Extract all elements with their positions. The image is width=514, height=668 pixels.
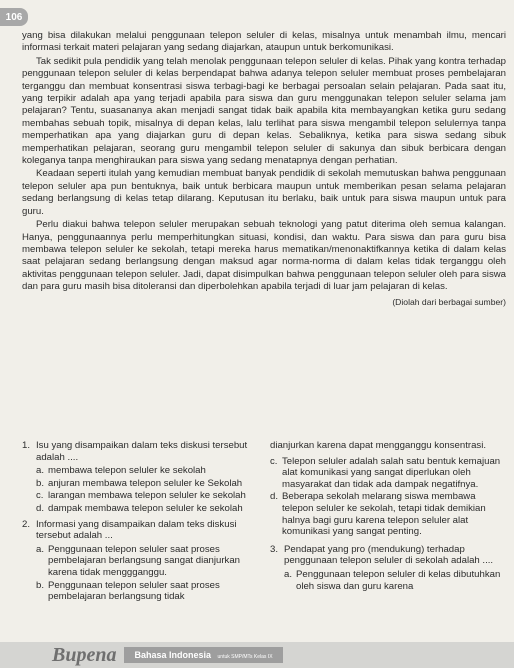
options-list [284, 569, 506, 592]
page-footer [0, 642, 514, 668]
option-letter: b. [36, 477, 45, 489]
option-d[interactable] [270, 491, 506, 537]
option-letter: c. [36, 490, 44, 502]
option-letter: d. [36, 502, 45, 514]
question-stem: Informasi yang disampaikan dalam teks diskusi tersebut adalah ... [36, 518, 237, 542]
option-c[interactable] [270, 456, 506, 491]
option-b-continuation: dianjurkan karena dapat mengganggu konsentrasi. [270, 440, 487, 451]
option-b[interactable] [36, 580, 258, 603]
option-text: anjuran membawa telepon seluler ke Sekolah [48, 477, 243, 489]
question-number: 2. [22, 518, 31, 530]
question-stem: Isu yang disampaikan dalam teks diskusi tersebut adalah .... [36, 440, 248, 463]
option-a[interactable] [284, 569, 506, 592]
option-text: membawa telepon seluler ke sekolah [48, 465, 206, 477]
options-list-continued [270, 456, 506, 538]
options-list [36, 465, 258, 514]
question-number: 3. [270, 543, 279, 555]
option-text: Penggunaan telepon seluler saat proses pembelajaran berlangsung sangat dianjurkan karena tidak menggganggu. [48, 543, 241, 578]
option-text: Penggunaan telepon seluler saat proses pembelajaran berlangsung tidak [48, 579, 220, 603]
option-text: Beberapa sekolah melarang siswa membawa telepon seluler ke sekolah, tetapi tidak demikian halnya bagi guru karena telepon seluler alat komunikasi yang sangat penting. [282, 491, 486, 538]
page-number: 106 [0, 8, 28, 26]
question-1 [22, 440, 258, 515]
book-title: Bahasa Indonesia [134, 650, 211, 660]
question-number: 1. [22, 440, 31, 451]
option-d[interactable] [36, 503, 258, 515]
option-letter: a. [36, 543, 45, 555]
book-subtitle: untuk SMP/MTs Kelas IX [217, 654, 273, 660]
questions-right-column [270, 440, 506, 607]
book-title-tab [124, 647, 282, 663]
option-letter: a. [36, 465, 45, 477]
option-letter: c. [270, 455, 278, 467]
question-stem: Pendapat yang pro (mendukung) terhadap penggunaan telepon seluler di sekolah adalah .... [284, 543, 494, 567]
option-text: dampak membawa telepon seluler ke sekolah [48, 502, 243, 514]
passage-text [22, 30, 506, 308]
questions-section [22, 440, 506, 607]
option-c[interactable] [36, 490, 258, 502]
questions-left-column [22, 440, 258, 607]
option-letter: a. [284, 568, 293, 580]
option-b[interactable] [36, 478, 258, 490]
option-a[interactable] [36, 544, 258, 579]
paragraph-1: yang bisa dilakukan melalui penggunaan telepon seluler di kelas, misalnya untuk menambah ilmu, mencari informasi terkait materi pelajaran yang sedang diajarkan, ataupun untuk berkomunikasi. [22, 30, 506, 54]
question-2 [22, 519, 258, 603]
publisher-logo: Bupena [52, 643, 117, 666]
option-text: Telepon seluler adalah salah satu bentuk kemajuan alat komunikasi yang sangat diperlukan oleh masyarakat dan tidak ada dampak negatifnya. [282, 455, 501, 490]
source-note: (Diolah dari berbagai sumber) [392, 296, 506, 307]
paragraph-2: Tak sedikit pula pendidik yang telah menolak penggunaan telepon seluler di kelas. Pihak yang kontra terhadap penggunaan telepon seluler di kelas berpendapat bahwa adanya telepon seluler membuat proses pembelajaran terganggu dan membuat konsentrasi siswa terbagi-bagi ke berbagai persoalan selain pelajaran. Pada saat itu, yang terpikir adalah apa yang terjadi apabila para siswa dan guru menggunakan telepon seluler selama jam pelajaran? Tentu, suasananya akan menjadi sangat tidak baik apabila kita membayangkan ketika guru sedang membahas sebuah topik, misalnya di depan kelas, lalu terlihat para siswa mengambil telepon selulernya tanpa memperhatikan apa yang diajarkan guru di depan kelas. Sebaliknya, ketika para siswa sedang sibuk memperhatikan pelajaran, seorang guru mengambil telepon seluler di sakunya dan sibuk berbicara dengan koleganya tanpa menghiraukan para siswa yang sedang menatapnya dengan perhatian. [22, 55, 506, 167]
option-letter: b. [36, 579, 45, 591]
question-3 [270, 544, 506, 592]
option-letter: d. [270, 491, 279, 503]
option-text: larangan membawa telepon seluler ke sekolah [48, 490, 246, 502]
option-a[interactable] [36, 465, 258, 477]
option-text: Penggunaan telepon seluler di kelas dibutuhkan oleh siswa dan guru karena [296, 568, 501, 592]
paragraph-3: Keadaan seperti itulah yang kemudian membuat banyak pendidik di sekolah memutuskan bahwa penggunaan telepon seluler apa pun bentuknya, baik untuk berbicara maupun untuk memberikan pesan selama pelajaran sedang berlangsung di kelas tetap dilarang. Keputusan itu berlaku, baik untuk para siswa maupun untuk para guru. [22, 168, 506, 217]
paragraph-4: Perlu diakui bahwa telepon seluler merupakan sebuah teknologi yang patut diterima oleh semua kalangan. Hanya, penggunaannya perlu memperhitungkan situasi, kondisi, dan waktu. Para siswa dan para guru bisa membawa telepon seluler ke sekolah, tetapi mereka harus mematikan/menonaktifkannya ketika di dalam kelas saat pelajaran sedang berlangsung dengan maksud agar norma-norma di dalam kelas tidak terganggu oleh aktivitas penggunaan telepon seluler. Jadi, dapat disimpulkan bahwa penggunaan telepon seluler oleh para siswa dan para guru masih bisa ditoleransi dan diperbolehkan apabila terjadi di luar jam pelajaran di kelas. [22, 219, 506, 293]
options-list [36, 544, 258, 603]
